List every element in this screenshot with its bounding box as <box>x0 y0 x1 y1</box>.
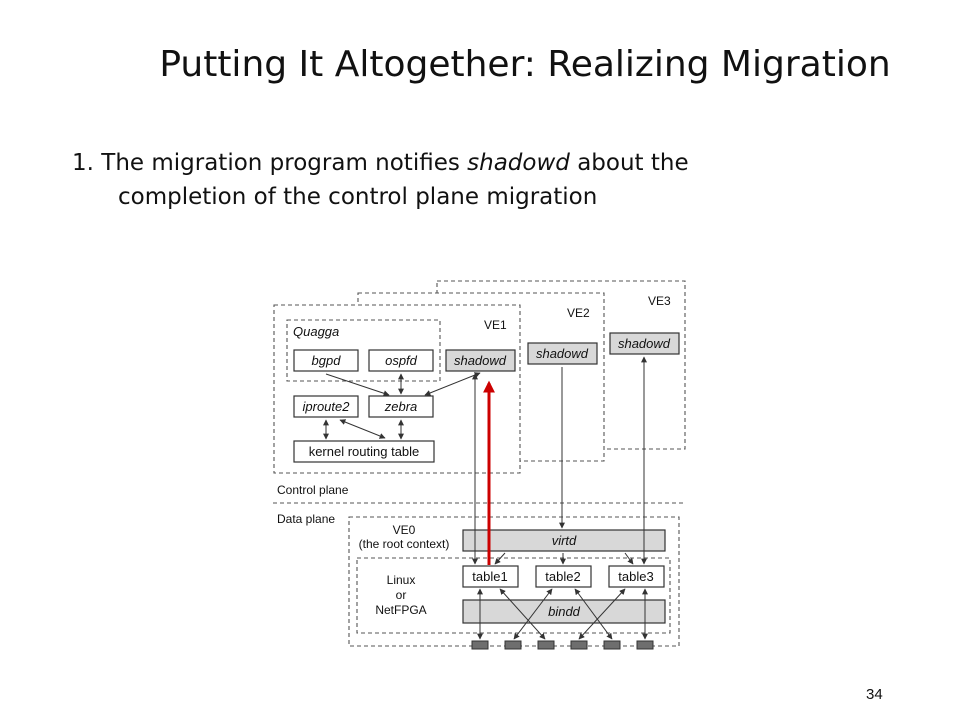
iproute2-label: iproute2 <box>302 399 350 414</box>
shadowd-ve2-label: shadowd <box>535 346 589 361</box>
bullet-number: 1. <box>72 150 94 176</box>
table3-label: table3 <box>618 569 654 584</box>
port-3 <box>538 641 554 649</box>
table2-label: table2 <box>545 569 581 584</box>
bullet-text-line2: completion of the control plane migration <box>118 184 598 210</box>
shadowd-ve3-label: shadowd <box>617 336 671 351</box>
page-number: 34 <box>866 686 883 703</box>
port-2 <box>505 641 521 649</box>
bullet-text-italic: shadowd <box>467 150 570 176</box>
ve0-sublabel: (the root context) <box>358 537 450 551</box>
ve3-label: VE3 <box>648 294 671 308</box>
bullet-text-part-b: about the <box>569 150 689 176</box>
bgpd-label: bgpd <box>311 353 341 368</box>
or-label: or <box>395 588 407 602</box>
port-6 <box>637 641 653 649</box>
ve1-label: VE1 <box>484 318 507 332</box>
bullet-text-part-a: The migration program notifies <box>101 150 468 176</box>
ospfd-label: ospfd <box>385 353 417 368</box>
table1-label: table1 <box>472 569 508 584</box>
control-plane-label: Control plane <box>277 483 349 497</box>
port-1 <box>472 641 488 649</box>
ve2-label: VE2 <box>567 306 590 320</box>
linux-label: Linux <box>386 573 416 587</box>
zebra-label: zebra <box>384 399 418 414</box>
data-plane-label: Data plane <box>277 512 336 526</box>
kernel-routing-table-label: kernel routing table <box>308 444 420 459</box>
shadowd-ve1-label: shadowd <box>453 353 507 368</box>
slide-title: Putting It Altogether: Realizing Migration <box>159 44 891 85</box>
quagga-label: Quagga <box>293 324 340 339</box>
netfpga-label: NetFPGA <box>375 603 427 617</box>
bindd-label: bindd <box>548 604 580 619</box>
virtd-label: virtd <box>551 533 577 548</box>
port-4 <box>571 641 587 649</box>
ve0-label: VE0 <box>392 523 416 537</box>
port-5 <box>604 641 620 649</box>
virtd-table1-arrow <box>495 553 505 564</box>
